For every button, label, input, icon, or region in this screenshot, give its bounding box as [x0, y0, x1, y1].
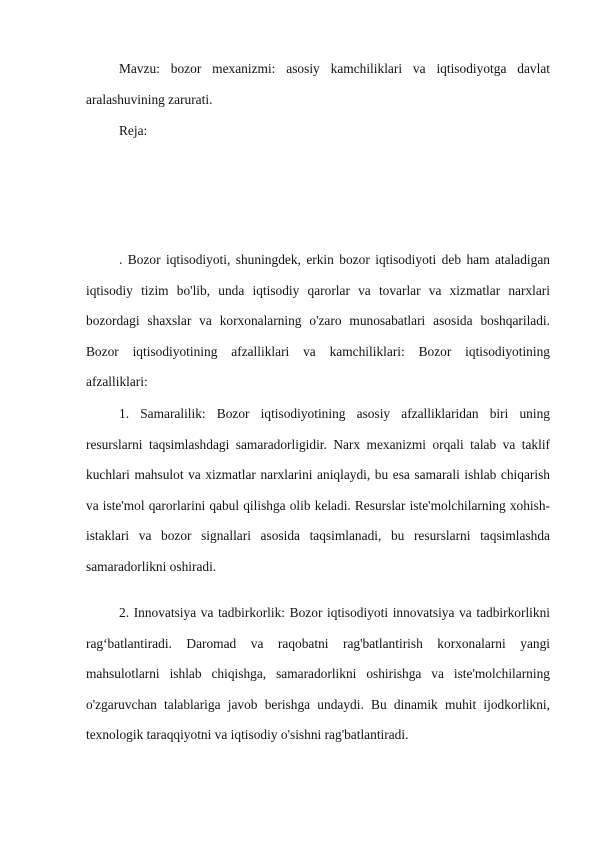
topic-paragraph: Mavzu: bozor mexanizmi: asosiy kamchiliklari va iqtisodiyotga davlat aralashuvining zarurati. [86, 61, 550, 107]
plan-label: Reja: [119, 123, 148, 138]
advantage-innovation-paragraph: 2. Innovatsiya va tadbirkorlik: Bozor iqtisodiyoti innovatsiya va tadbirkorlikni rag‘batlantiradi. Daromad va raqobatni rag'batlantirish korxonalarni yangi mahsulotlarni ishlab chiqishga, samaradorlikni oshirishga va iste'molchilarning o'zgaruvchan talablariga javob berishga undaydi. Bu dinamik muhit ijodkorlikni, texnologik taraqqiyotni va iqtisodiy o'sishni rag'batlantiradi. [86, 605, 550, 742]
advantage-efficiency-paragraph: 1. Samaralilik: Bozor iqtisodiyotining asosiy afzalliklaridan biri uning resurslarni taqsimlashdagi samaradorligidir. Narx mexanizmi orqali talab va taklif kuchlari mahsulot va xizmatlar narxlarini aniqlaydi, bu esa samarali ishlab chiqarish va iste'mol qarorlarini qabul qilishga olib keladi. Resurslar iste'molchilarning xohish-istaklari va bozor signallari asosida taqsimlanadi, bu resurslarni taqsimlashda samaradorlikni oshiradi. [86, 406, 550, 574]
intro-paragraph: . Bozor iqtisodiyoti, shuningdek, erkin bozor iqtisodiyoti deb ham ataladigan iqtisodiy tizim bo'lib, unda iqtisodiy qarorlar va tovarlar va xizmatlar narxlari bozordagi shaxslar va korxonalarning o'zaro munosabatlari asosida boshqariladi. Bozor iqtisodiyotining afzalliklari va kamchiliklari: Bozor iqtisodiyotining afzalliklari: [86, 252, 550, 389]
